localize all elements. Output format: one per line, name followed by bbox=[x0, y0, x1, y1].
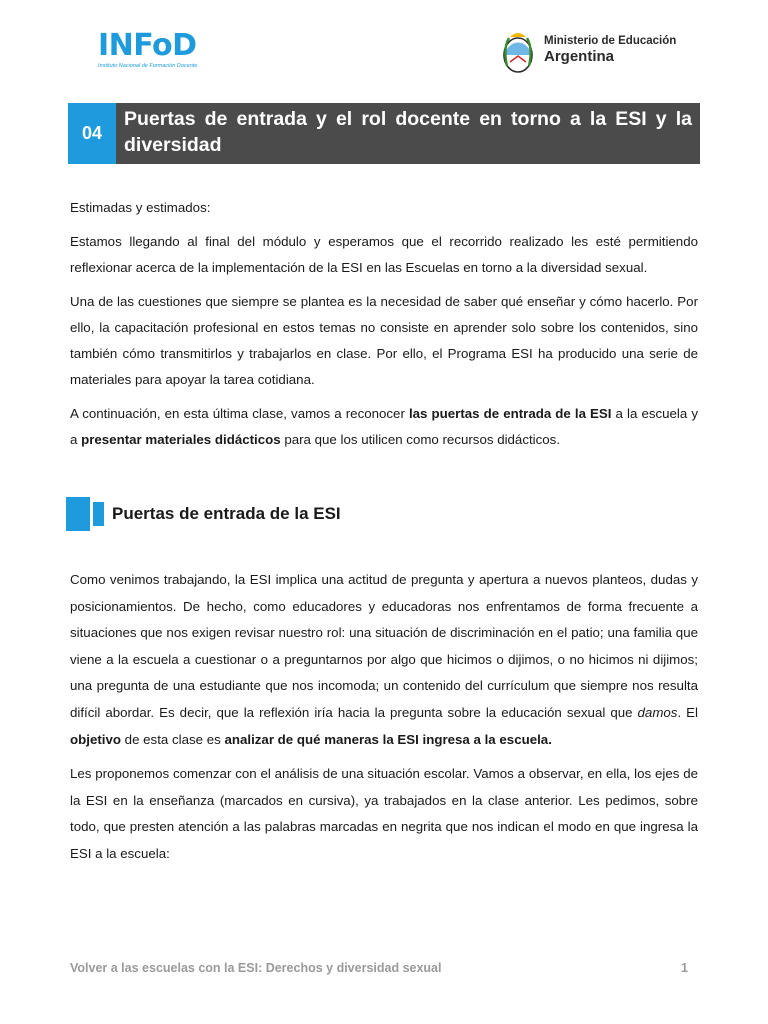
intro-paragraph-2: Una de las cuestiones que siempre se plantea es la necesidad de saber qué enseñar y cómo hacerlo. Por ello, la capacitación profesional en estos temas no consiste en aprender solo sobre los contenidos, sino también cómo transmitirlos y trabajarlos en clase. Por ello, el Programa ESI ha producido una serie de materiales para apoyar la tarea cotidiana. bbox=[70, 294, 698, 387]
section-marker-icon bbox=[66, 497, 104, 531]
intro-paragraph-3: A continuación, en esta última clase, vamos a reconocer las puertas de entrada de la ESI a la escuela y a presentar materiales didácticos para que los utilicen como recursos didácticos. bbox=[70, 406, 698, 447]
page-footer bbox=[70, 961, 688, 975]
section-paragraph-2: Les proponemos comenzar con el análisis de una situación escolar. Vamos a observar, en ella, los ejes de la ESI en la enseñanza (marcados en cursiva), ya trabajados en la clase anterior. Les pedimos, sobre todo, que presten atención a las palabras marcadas en negrita que nos indican el modo en que ingresa la ESI a la escuela: bbox=[70, 766, 698, 861]
module-header bbox=[68, 103, 700, 164]
country-name: Argentina bbox=[544, 48, 615, 65]
ministerio-logo bbox=[500, 26, 676, 74]
footer-title: Volver a las escuelas con la ESI: Derechos y diversidad sexual bbox=[70, 961, 442, 975]
module-title: Puertas de entrada y el rol docente en torno a la ESI y la diversidad bbox=[124, 108, 692, 156]
intro-paragraph-1: Estamos llegando al final del módulo y esperamos que el recorrido realizado les esté permitiendo reflexionar acerca de la implementación de la ESI en las Escuelas en torno a la diversidad sexual. bbox=[70, 234, 698, 275]
page-number: 1 bbox=[681, 961, 688, 975]
intro-section bbox=[70, 195, 698, 461]
argentina-coat-of-arms-icon bbox=[500, 26, 536, 74]
section-title: Puertas de entrada de la ESI bbox=[112, 504, 341, 523]
ministerio-name: Ministerio de Educación bbox=[544, 35, 677, 47]
section-paragraph-1: Como venimos trabajando, la ESI implica una actitud de pregunta y apertura a nuevos planteos, dudas y posicionamientos. De hecho, como educadores y educadoras nos enfrentamos de forma frecuente a situaciones que nos exigen revisar nuestro rol: una situación de discriminación en el patio; una familia que viene a la escuela a cuestionar o a preguntarnos por algo que hicimos o dijimos, o no hicimos ni dijimos; una pregunta de una estudiante que nos incomoda; un contenido del currículum que siempre nos resulta difícil abordar. Es decir, que la reflexión iría hacia la pregunta sobre la educación sexual que damos. El objetivo de esta clase es analizar de qué maneras la ESI ingresa a la escuela. bbox=[70, 572, 698, 747]
module-number: 04 bbox=[68, 103, 116, 164]
section-heading bbox=[66, 497, 341, 531]
infod-logo-subtitle: Instituto Nacional de Formación Docente bbox=[98, 63, 198, 69]
section-body bbox=[70, 567, 698, 876]
greeting: Estimadas y estimados: bbox=[70, 200, 211, 215]
infod-logo-word: INFoD bbox=[98, 28, 197, 63]
infod-logo bbox=[98, 30, 197, 69]
